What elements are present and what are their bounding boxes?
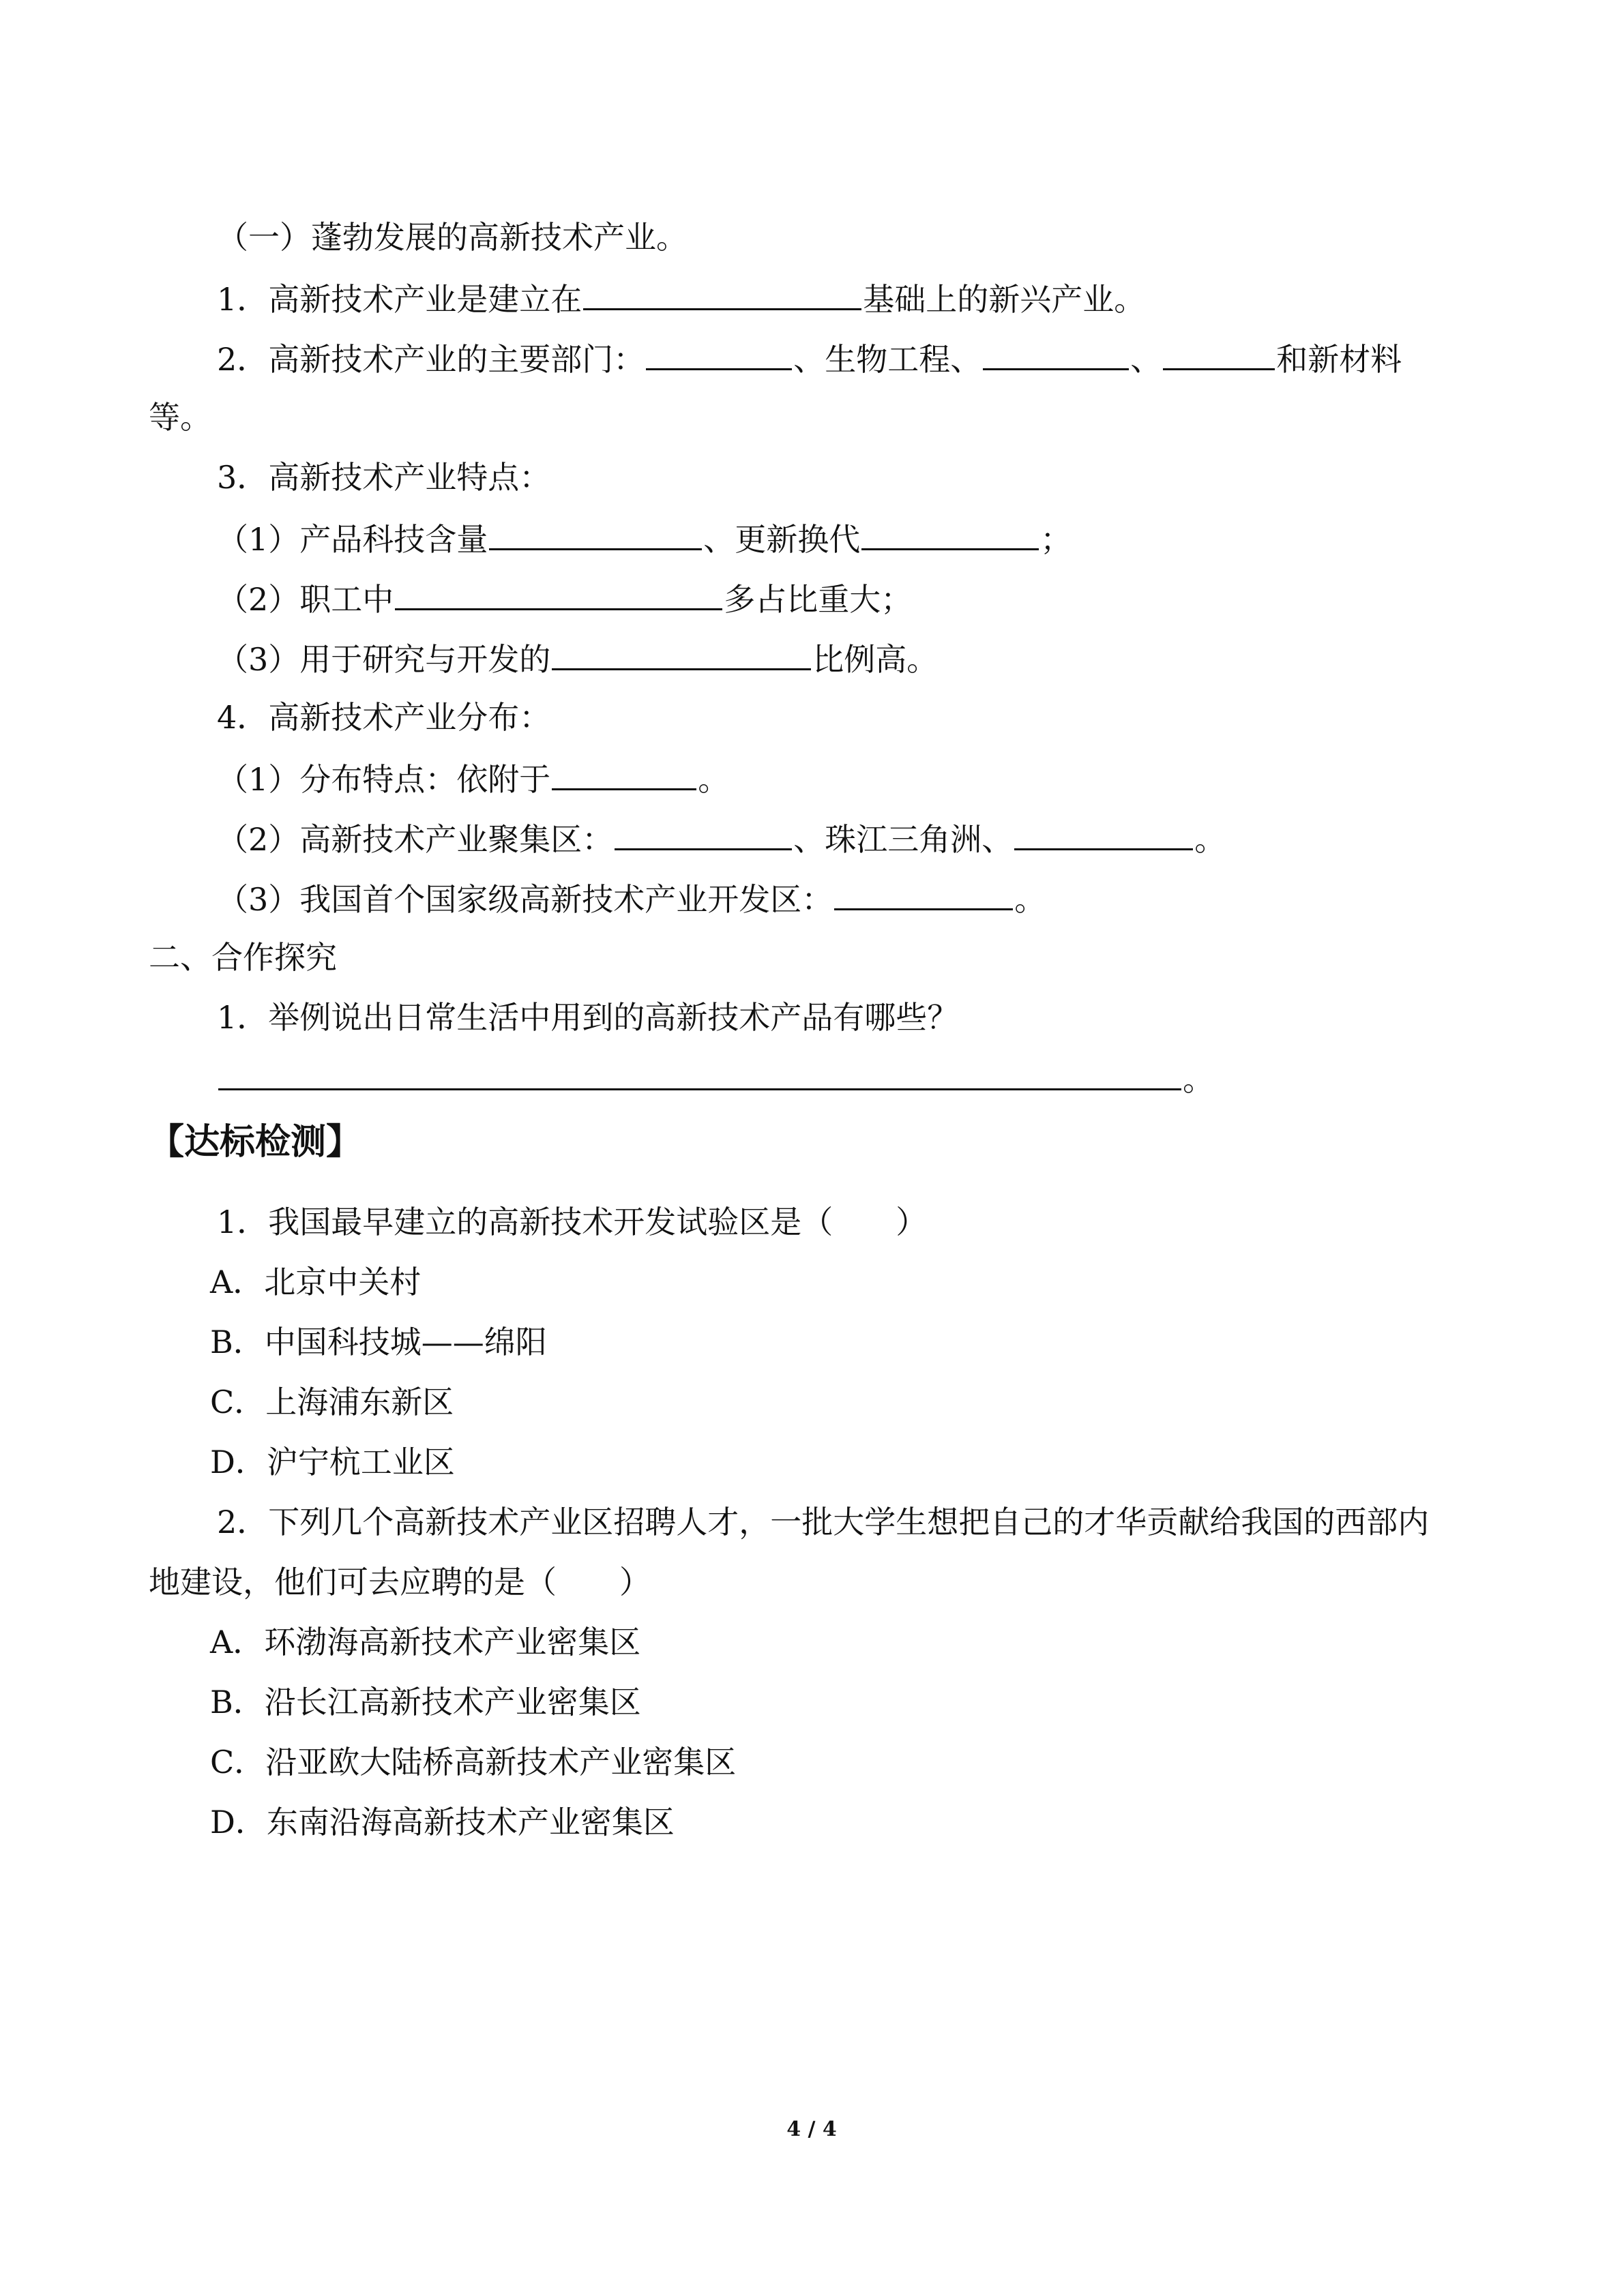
q2-text-before: 2．高新技术产业的主要部门： bbox=[217, 341, 645, 378]
q3-sub1-after: ； bbox=[1040, 521, 1072, 558]
q3-sub2-after: 多占比重大； bbox=[724, 581, 913, 618]
blank-field[interactable] bbox=[552, 637, 811, 670]
q4-sub2-before: （2）高新技术产业聚集区： bbox=[217, 821, 614, 858]
blank-field[interactable] bbox=[395, 577, 722, 610]
q3-sub2 bbox=[217, 577, 912, 618]
blank-field[interactable] bbox=[552, 757, 696, 790]
test-q2-option-c: C．沿亚欧大陆桥高新技术产业密集区 bbox=[210, 1744, 737, 1780]
test-q2-stem-line1: 2．下列几个高新技术产业区招聘人才，一批大学生想把自己的才华贡献给我国的西部内 bbox=[217, 1504, 1430, 1540]
section2-answer-line bbox=[217, 1057, 1214, 1098]
q4-sub2 bbox=[217, 817, 1226, 858]
q2-line bbox=[217, 337, 1402, 378]
test-q1-option-d: D．沪宁杭工业区 bbox=[210, 1444, 455, 1480]
blank-field[interactable] bbox=[489, 517, 702, 550]
section2-q1: 1．举例说出日常生活中用到的高新技术产品有哪些？ bbox=[217, 999, 959, 1036]
q2-text-after: 和新材料 bbox=[1276, 341, 1402, 378]
section2-answer-end: 。 bbox=[1183, 1061, 1214, 1098]
q4-sub1 bbox=[217, 757, 729, 798]
q2-continuation: 等。 bbox=[149, 399, 211, 436]
blank-field[interactable] bbox=[983, 337, 1129, 370]
blank-field[interactable] bbox=[1163, 337, 1275, 370]
blank-field[interactable] bbox=[861, 517, 1039, 550]
blank-field[interactable] bbox=[615, 817, 792, 850]
test-q1-option-c: C．上海浦东新区 bbox=[210, 1384, 454, 1420]
q3-sub1-mid: 、更新换代 bbox=[703, 521, 861, 558]
test-q2-option-b: B．沿长江高新技术产业密集区 bbox=[210, 1684, 641, 1720]
q1-text-after: 基础上的新兴产业。 bbox=[863, 281, 1146, 318]
q4-sub2-after: 。 bbox=[1194, 821, 1226, 858]
q4-sub2-mid: 、珠江三角洲、 bbox=[793, 821, 1014, 858]
blank-field[interactable] bbox=[646, 337, 792, 370]
q1-text-before: 1．高新技术产业是建立在 bbox=[217, 281, 582, 318]
section-title: （一）蓬勃发展的高新技术产业。 bbox=[217, 219, 688, 256]
section2-title: 二、合作探究 bbox=[149, 939, 337, 976]
q3-sub3-before: （3）用于研究与开发的 bbox=[217, 641, 551, 678]
test-q1-stem: 1．我国最早建立的高新技术开发试验区是（ ） bbox=[217, 1204, 928, 1240]
test-q1-option-a: A．北京中关村 bbox=[210, 1264, 422, 1300]
q2-text-mid2: 、 bbox=[1130, 341, 1162, 378]
q4-sub1-after: 。 bbox=[698, 761, 730, 798]
blank-field[interactable] bbox=[834, 877, 1013, 910]
test-q1-option-b: B．中国科技城——绵阳 bbox=[210, 1324, 547, 1360]
page-number: 4 / 4 bbox=[786, 2117, 837, 2141]
blank-field[interactable] bbox=[1014, 817, 1193, 850]
q4-sub3 bbox=[217, 877, 1046, 918]
q4-title: 4．高新技术产业分布： bbox=[217, 699, 551, 736]
blank-field[interactable] bbox=[218, 1057, 1181, 1090]
q4-sub3-before: （3）我国首个国家级高新技术产业开发区： bbox=[217, 881, 833, 918]
test-heading: 【达标检测】 bbox=[149, 1122, 362, 1163]
blank-field[interactable] bbox=[583, 277, 861, 310]
q3-sub2-before: （2）职工中 bbox=[217, 581, 394, 618]
q1-line bbox=[217, 277, 1145, 318]
test-q2-option-a: A．环渤海高新技术产业密集区 bbox=[210, 1624, 641, 1660]
q3-title: 3．高新技术产业特点： bbox=[217, 459, 551, 496]
q4-sub1-before: （1）分布特点：依附于 bbox=[217, 761, 551, 798]
q3-sub1 bbox=[217, 517, 1072, 558]
test-q2-option-d: D．东南沿海高新技术产业密集区 bbox=[210, 1804, 675, 1840]
q3-sub1-before: （1）产品科技含量 bbox=[217, 521, 488, 558]
q3-sub3-after: 比例高。 bbox=[812, 641, 939, 678]
test-q2-stem-line2: 地建设，他们可去应聘的是（ ） bbox=[149, 1564, 651, 1600]
q4-sub3-after: 。 bbox=[1014, 881, 1046, 918]
q3-sub3 bbox=[217, 637, 938, 678]
q2-text-mid1: 、生物工程、 bbox=[793, 341, 982, 378]
